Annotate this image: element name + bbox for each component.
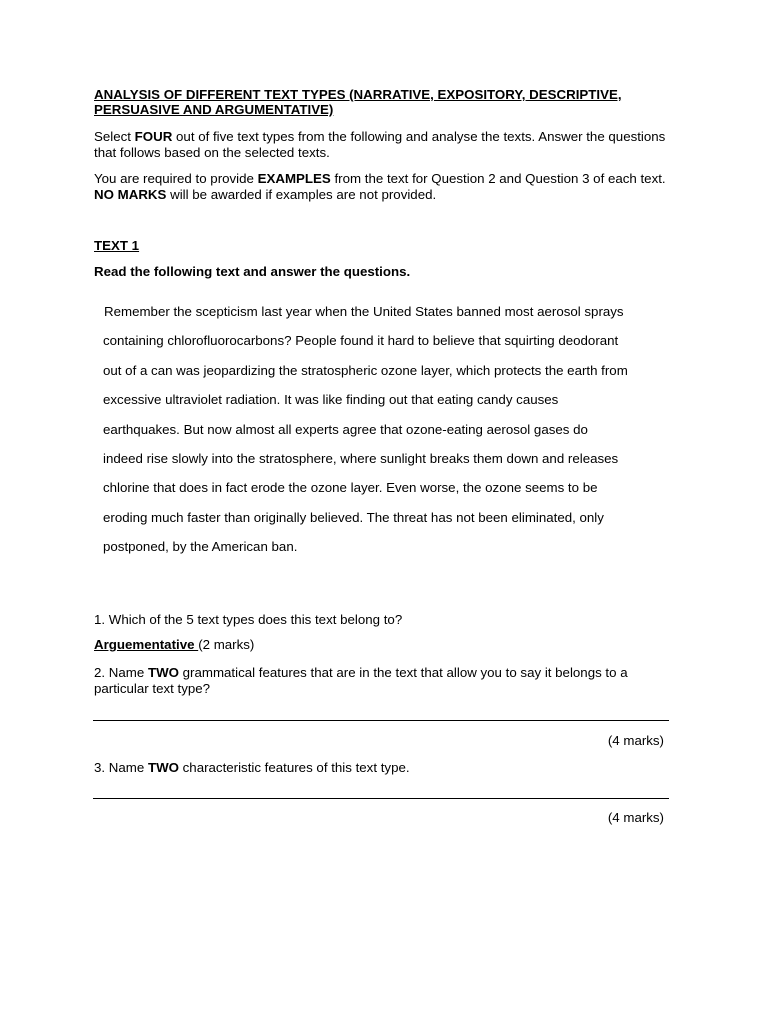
passage-line: indeed rise slowly into the stratosphere, where sunlight breaks them down and releases — [103, 451, 619, 467]
question-1-answer: Arguementative — [94, 637, 199, 652]
instruction-2-text-b: from the text for Question 2 and Question 3 of each text. — [330, 171, 666, 186]
passage-line: earthquakes. But now almost all experts agree that ozone-eating aerosol gases do — [103, 421, 588, 437]
document-title — [94, 87, 679, 117]
instruction-2-emphasis-no-marks: NO MARKS — [94, 187, 167, 202]
passage-line: chlorine that does in fact erode the ozone layer. Even worse, the ozone seems to be — [103, 480, 598, 496]
title-line-2: PERSUASIVE AND ARGUMENTATIVE) — [94, 102, 334, 117]
instruction-2-text-a: You are required to provide — [94, 171, 258, 186]
instruction-1-emphasis: FOUR — [134, 129, 173, 144]
passage-line: excessive ultraviolet radiation. It was like finding out that eating candy causes — [103, 392, 559, 408]
read-instruction: Read the following text and answer the questions. — [94, 264, 411, 279]
question-2-answer-rule — [93, 720, 669, 721]
section-heading: TEXT 1 — [94, 238, 140, 253]
passage-line: containing chlorofluorocarbons? People found it hard to believe that squirting deodorant — [103, 333, 619, 349]
question-3-answer-rule — [93, 798, 669, 799]
instruction-1-text-b: out of five text types from the following and analyse the texts. Answer the questions that follows based on the selected texts. — [94, 129, 666, 160]
passage-line: out of a can was jeopardizing the stratospheric ozone layer, which protects the earth from — [103, 362, 628, 378]
question-3-emphasis: TWO — [147, 760, 179, 775]
question-1-answer-line — [94, 637, 684, 653]
instruction-2-text-c: will be awarded if examples are not provided. — [166, 187, 437, 202]
question-2-text-b: grammatical features that are in the text that allow you to say it belongs to a particular text type? — [94, 665, 628, 696]
instruction-2-emphasis-examples: EXAMPLES — [257, 171, 331, 186]
passage-line: eroding much faster than originally believed. The threat has not been eliminated, only — [103, 509, 604, 525]
instruction-examples — [94, 171, 684, 203]
question-3-marks: (4 marks) — [607, 810, 664, 825]
question-3 — [94, 760, 684, 776]
instruction-select-four — [94, 129, 669, 161]
passage-line: postponed, by the American ban. — [103, 539, 298, 555]
question-2-marks: (4 marks) — [607, 733, 664, 748]
question-1-marks: (2 marks) — [198, 637, 255, 652]
question-2 — [94, 665, 679, 697]
question-2-text-a: 2. Name — [94, 665, 148, 680]
title-line-1: ANALYSIS OF DIFFERENT TEXT TYPES (NARRATIVE, EXPOSITORY, DESCRIPTIVE, — [94, 87, 622, 102]
question-3-text-b: characteristic features of this text type. — [178, 760, 410, 775]
passage-line: Remember the scepticism last year when the United States banned most aerosol sprays — [104, 304, 624, 319]
question-2-emphasis: TWO — [147, 665, 179, 680]
question-1: 1. Which of the 5 text types does this text belong to? — [94, 612, 403, 627]
instruction-1-text-a: Select — [94, 129, 135, 144]
passage-text — [103, 297, 673, 562]
question-3-text-a: 3. Name — [94, 760, 148, 775]
